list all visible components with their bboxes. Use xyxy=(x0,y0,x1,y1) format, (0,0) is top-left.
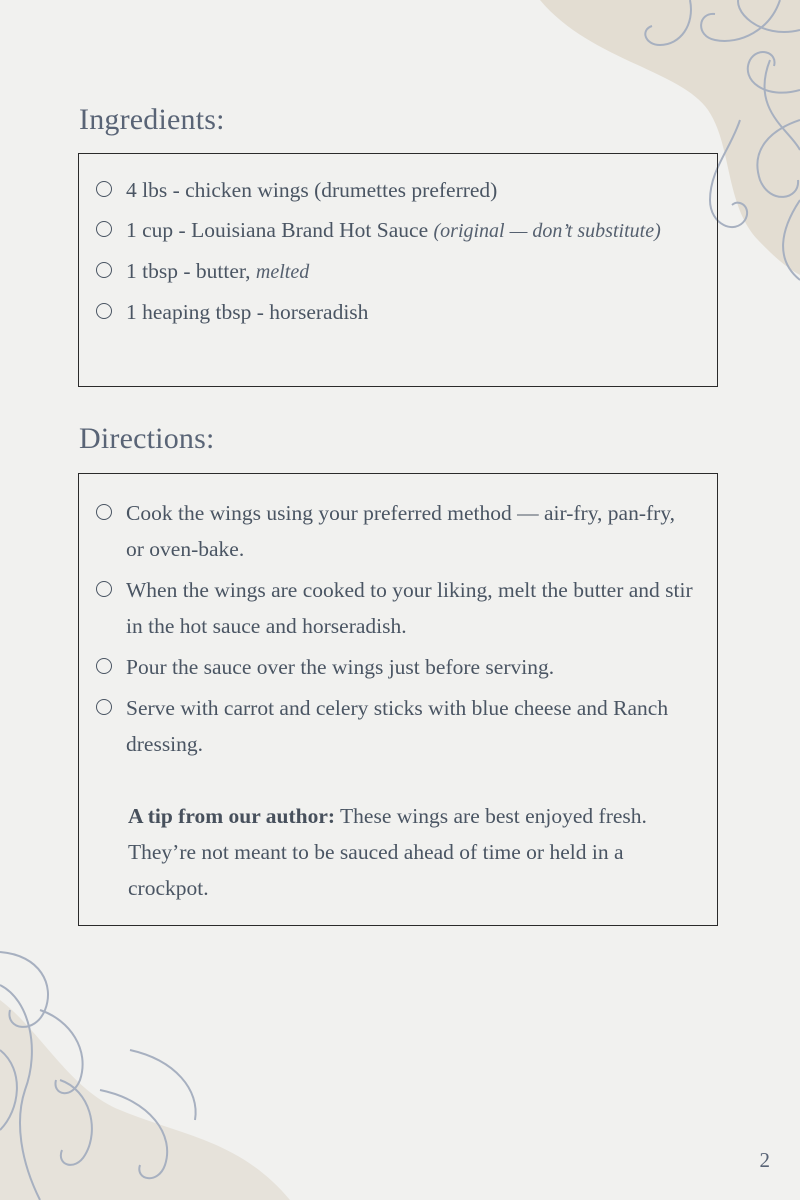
ingredient-item xyxy=(95,212,697,249)
ingredient-text: 1 cup - Louisiana Brand Hot Sauce xyxy=(126,218,434,242)
checkbox-circle[interactable] xyxy=(96,504,112,520)
checkbox-circle[interactable] xyxy=(96,221,112,237)
direction-step xyxy=(95,572,697,644)
ingredient-note: melted xyxy=(255,261,310,283)
directions-list xyxy=(95,495,697,762)
page-number: 2 xyxy=(759,1148,770,1172)
direction-step xyxy=(95,649,697,685)
checkbox-circle[interactable] xyxy=(96,262,112,278)
direction-text: Pour the sauce over the wings just before serving. xyxy=(126,655,555,679)
ingredient-item xyxy=(95,172,697,208)
checkbox-circle[interactable] xyxy=(96,658,112,674)
ingredient-text: 4 lbs - chicken wings (drumettes preferred) xyxy=(126,178,498,202)
ingredient-item xyxy=(95,253,697,290)
ingredient-text: 1 tbsp - butter, xyxy=(126,259,256,283)
direction-text: Serve with carrot and celery sticks with blue cheese and Ranch dressing. xyxy=(126,696,669,756)
ingredients-box xyxy=(78,153,718,387)
ingredient-note: (original — don’t substitute) xyxy=(433,220,661,242)
direction-text: When the wings are cooked to your liking, melt the butter and stir in the hot sauce and horseradish. xyxy=(126,578,693,638)
tip-text: These wings are best enjoyed fresh. They’re not meant to be sauced ahead of time or held in a crockpot. xyxy=(128,804,647,900)
ingredient-item xyxy=(95,294,697,330)
direction-text: Cook the wings using your preferred method — air-fry, pan-fry, or oven-bake. xyxy=(126,501,676,561)
direction-step xyxy=(95,495,697,567)
directions-box xyxy=(78,473,718,926)
ingredient-text: 1 heaping tbsp - horseradish xyxy=(126,300,369,324)
checkbox-circle[interactable] xyxy=(96,181,112,197)
ingredients-list xyxy=(95,172,697,330)
author-tip xyxy=(128,798,677,906)
direction-step xyxy=(95,690,697,762)
checkbox-circle[interactable] xyxy=(96,581,112,597)
directions-heading: Directions: xyxy=(79,422,215,455)
ingredients-heading: Ingredients: xyxy=(79,103,225,136)
checkbox-circle[interactable] xyxy=(96,699,112,715)
checkbox-circle[interactable] xyxy=(96,303,112,319)
decorative-swirl-bottom-left xyxy=(0,940,300,1200)
tip-label: A tip from our author: xyxy=(128,804,336,828)
